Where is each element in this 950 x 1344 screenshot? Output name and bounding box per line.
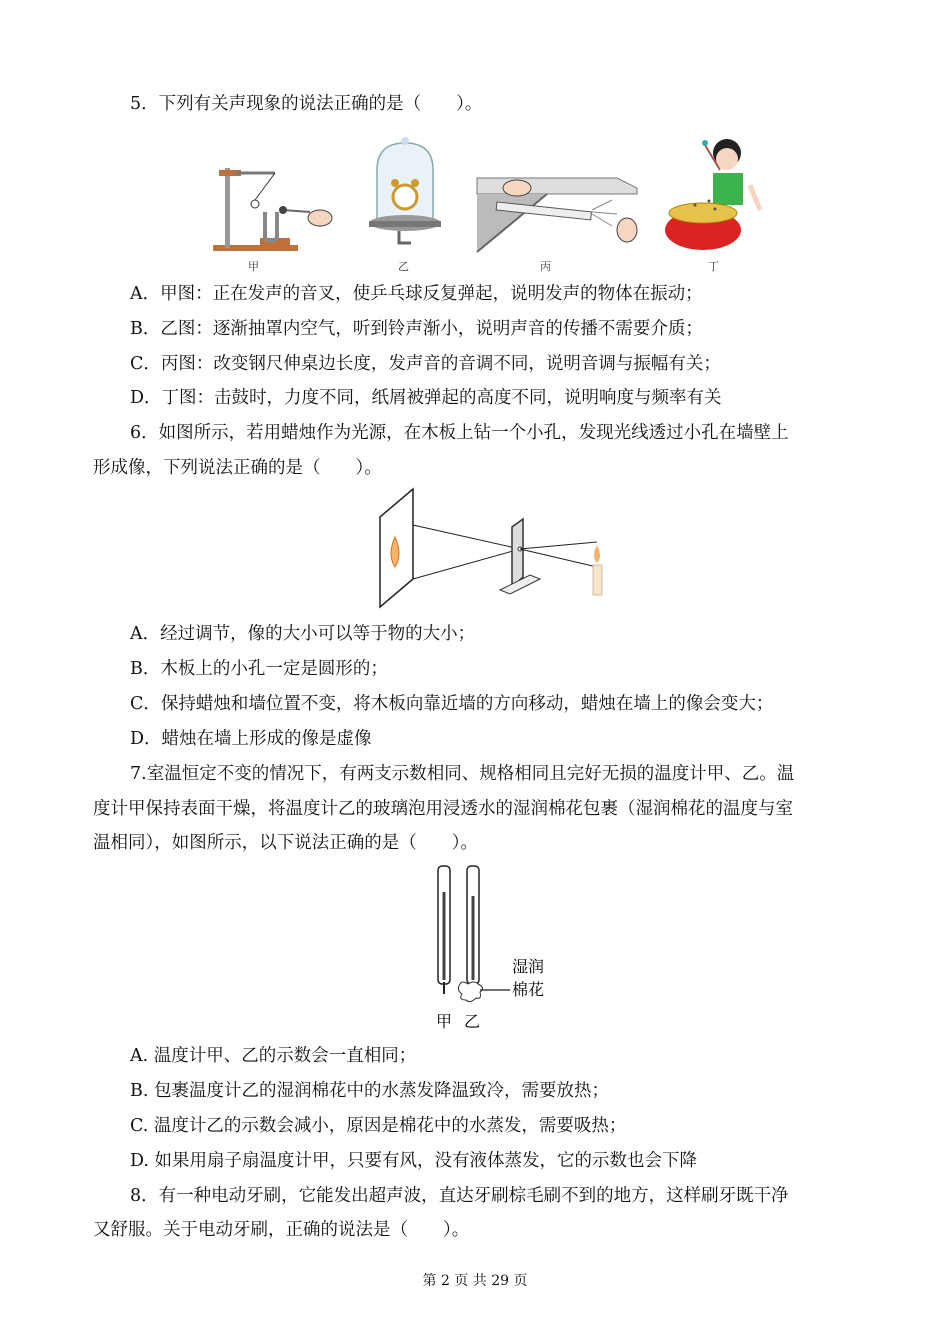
q5-stem: 5．下列有关声现象的说法正确的是（ ）。 xyxy=(130,94,483,114)
q6-option-b: B．木板上的小孔一定是圆形的； xyxy=(130,659,388,679)
q5-option-d: D．丁图：击鼓时，力度不同，纸屑被弹起的高度不同，说明响度与频率有关 xyxy=(130,388,722,408)
q6-option-a: A．经过调节，像的大小可以等于物的大小； xyxy=(130,624,476,644)
q7-label-cotton-2: 棉花 xyxy=(512,980,545,999)
q7-label-cotton-1: 湿润 xyxy=(512,957,545,976)
q5-figure-jia xyxy=(205,160,345,255)
q7-thermometer-figure xyxy=(430,862,560,1037)
q8-stem-line1: 8．有一种电动牙刷，它能发出超声波，直达牙刷棕毛刷不到的地方，这样刷牙既干净 xyxy=(130,1186,789,1206)
q5-option-b: B．乙图：逐渐抽罩内空气，听到铃声渐小，说明声音的传播不需要介质； xyxy=(130,319,703,339)
q5-caption-yi: 乙 xyxy=(398,260,409,273)
q7-option-c: C. 温度计乙的示数会减小，原因是棉花中的水蒸发，需要吸热； xyxy=(130,1116,627,1136)
q5-caption-bing: 丙 xyxy=(540,260,551,273)
q7-stem-line1: 7.室温恒定不变的情况下，有两支示数相同、规格相同且完好无损的温度计甲、乙。温 xyxy=(130,764,795,784)
page-footer: 第 2 页 共 29 页 xyxy=(422,1273,528,1289)
q6-option-c: C．保持蜡烛和墙位置不变，将木板向靠近墙的方向移动，蜡烛在墙上的像会变大； xyxy=(130,694,774,714)
q6-stem-line1: 6．如图所示，若用蜡烛作为光源，在木板上钻一个小孔，发现光线透过小孔在墙壁上 xyxy=(130,423,789,443)
q5-option-c: C．丙图：改变钢尺伸桌边长度，发声音的音调不同，说明音调与振幅有关； xyxy=(130,354,721,374)
q5-figure-ding xyxy=(665,125,770,255)
q7-option-b: B. 包裹温度计乙的湿润棉花中的水蒸发降温致冷，需要放热； xyxy=(130,1081,609,1101)
q7-label-left: 甲 xyxy=(436,1012,453,1031)
q8-stem-line2: 又舒服。关于电动牙刷，正确的说法是（ ）。 xyxy=(93,1220,470,1240)
q5-caption-jia: 甲 xyxy=(248,260,259,273)
q7-stem-line3: 温相同），如图所示，以下说法正确的是（ ）。 xyxy=(93,833,478,853)
q5-option-a: A．甲图：正在发声的音叉，使乒乓球反复弹起，说明发声的物体在振动； xyxy=(130,284,703,304)
q6-option-d: D．蜡烛在墙上形成的像是虚像 xyxy=(130,729,372,749)
q7-option-a: A. 温度计甲、乙的示数会一直相同； xyxy=(130,1046,417,1066)
q6-stem-line2: 形成像，下列说法正确的是（ ）。 xyxy=(93,458,382,478)
q5-figure-yi xyxy=(365,135,445,250)
q7-stem-line2: 度计甲保持表面干燥，将温度计乙的玻璃泡用浸透水的湿润棉花包裹（湿润棉花的温度与室 xyxy=(93,799,793,819)
q5-caption-ding: 丁 xyxy=(708,260,719,273)
q7-label-right: 乙 xyxy=(464,1012,481,1031)
q5-figure-bing xyxy=(477,170,637,255)
q6-pinhole-figure xyxy=(375,487,610,612)
q7-option-d: D. 如果用扇子扇温度计甲，只要有风，没有液体蒸发，它的示数也会下降 xyxy=(130,1151,698,1171)
